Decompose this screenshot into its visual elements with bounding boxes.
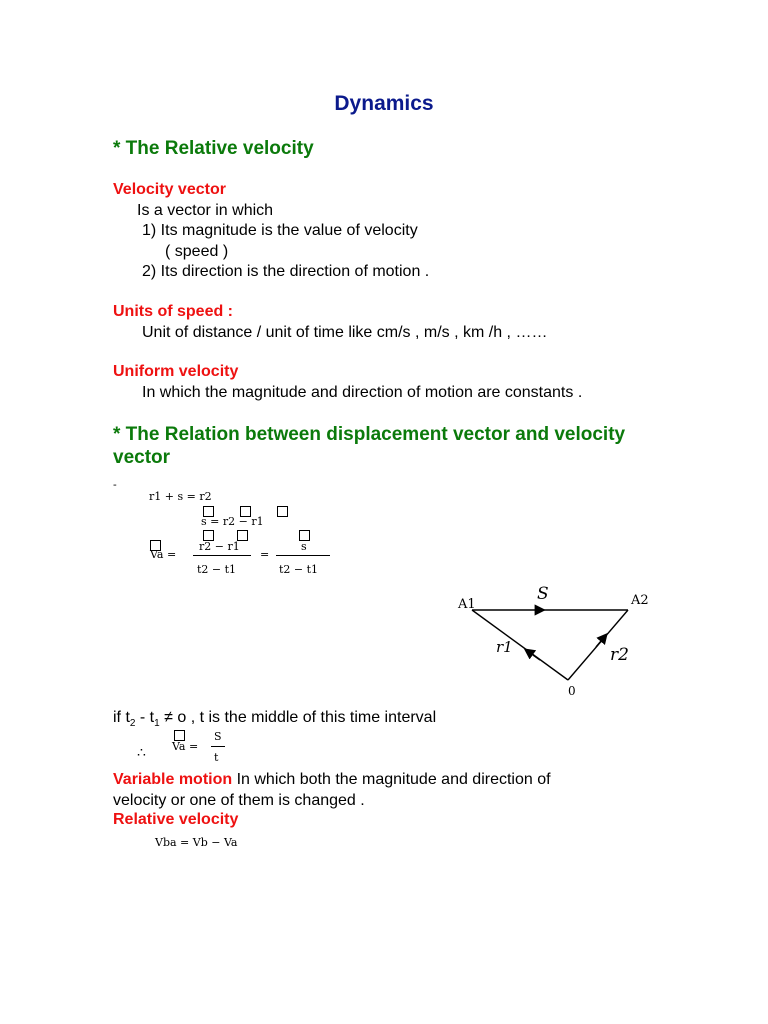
limit-numerator: S: [214, 730, 222, 743]
label-a1: A1: [458, 597, 476, 612]
label-r2: r2: [610, 645, 629, 665]
fraction-bar-2: [276, 555, 330, 556]
vector-box-icon: [277, 504, 288, 522]
equals-sign: =: [260, 548, 270, 561]
vector-r1-line: [472, 610, 568, 680]
heading-units-of-speed: Units of speed :: [113, 303, 234, 320]
limit-denominator: t: [214, 751, 219, 764]
variable-motion-line1: [113, 771, 551, 789]
variable-motion-text-1: In which both the magnitude and direction of: [232, 771, 551, 788]
velocity-vector-item-1: 1) Its magnitude is the value of velocity: [142, 222, 418, 239]
section-heading-relation-line2: vector: [113, 447, 171, 468]
equation-r1-plus-s: r1 + s = r2: [149, 490, 212, 503]
equation-s-equals: s = r2 − r1: [201, 515, 264, 528]
velocity-vector-item-1-cont: ( speed ): [165, 243, 229, 260]
limit-text-b: - t: [135, 709, 155, 726]
stray-dash: -: [113, 478, 117, 491]
limit-sub-2: 2: [129, 718, 136, 730]
limit-fraction-bar: [211, 746, 225, 747]
heading-uniform-velocity: Uniform velocity: [113, 363, 239, 380]
therefore-symbol: ∴: [137, 745, 146, 761]
uniform-velocity-text: In which the magnitude and direction of motion are constants .: [142, 384, 583, 401]
velocity-vector-item-2: 2) Its direction is the direction of motion .: [142, 263, 430, 280]
units-of-speed-text: Unit of distance / unit of time like cm/s , m/s , km /h , ……: [142, 324, 548, 341]
limit-text-c: ≠ o , t is the middle of this time interval: [159, 709, 437, 726]
instantaneous-velocity-label: Va =: [172, 740, 199, 753]
vector-r1-arrow: [526, 650, 540, 660]
fraction-denominator-2: t2 − t1: [279, 563, 319, 576]
heading-relative-velocity: Relative velocity: [113, 811, 239, 828]
limit-sub-1: 1: [154, 718, 160, 730]
section-heading-relation-line1: * The Relation between displacement vector and velocity: [113, 424, 626, 445]
page-title: Dynamics: [334, 92, 434, 115]
fraction-numerator-1: r2 − r1: [199, 540, 240, 553]
heading-variable-motion: Variable motion: [113, 771, 233, 788]
fraction-bar-1: [193, 555, 251, 556]
limit-text-a: if t: [113, 709, 130, 726]
label-r1: r1: [496, 638, 513, 656]
label-s: S: [537, 584, 549, 604]
relative-velocity-equation: Vba = Vb − Va: [155, 836, 238, 849]
variable-motion-text-2: velocity or one of them is changed .: [113, 792, 365, 809]
velocity-vector-intro: Is a vector in which: [137, 202, 274, 219]
section-heading-relative-velocity: * The Relative velocity: [113, 138, 314, 159]
displacement-triangle-diagram: [440, 570, 670, 705]
heading-velocity-vector: Velocity vector: [113, 181, 226, 198]
label-origin: 0: [568, 684, 576, 698]
fraction-denominator-1: t2 − t1: [197, 563, 237, 576]
label-a2: A2: [631, 593, 649, 608]
fraction-numerator-2: s: [301, 540, 307, 553]
vector-r2-arrow: [596, 635, 606, 647]
average-velocity-label: Va =: [150, 548, 177, 561]
limit-statement: [113, 709, 436, 729]
